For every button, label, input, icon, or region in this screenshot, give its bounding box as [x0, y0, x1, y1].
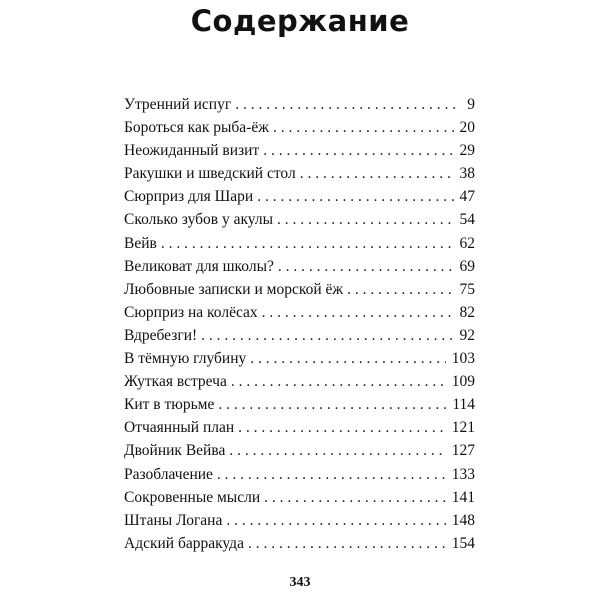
- toc-row: [124, 185, 475, 208]
- toc-dot-leader: [263, 139, 453, 162]
- toc-entry-label: Вейв: [124, 234, 157, 252]
- toc-dot-leader: [217, 463, 446, 486]
- toc-entry-label: Сюрприз для Шари: [124, 188, 254, 206]
- toc-row: [124, 278, 475, 301]
- toc-dot-leader: [278, 255, 454, 278]
- toc-dot-leader: [161, 232, 454, 255]
- toc-entry-page: 148: [451, 511, 475, 529]
- toc-row: [124, 255, 475, 278]
- toc-entry-page: 69: [459, 257, 475, 275]
- toc-dot-leader: [231, 370, 446, 393]
- toc-entry-label: Жуткая встреча: [124, 373, 227, 391]
- toc-dot-leader: [277, 208, 453, 231]
- toc-dot-leader: [218, 393, 446, 416]
- toc-dot-leader: [250, 347, 445, 370]
- toc-row: [124, 393, 475, 416]
- toc-row: [124, 208, 475, 231]
- toc-entry-page: 121: [451, 419, 475, 437]
- toc-row: [124, 486, 475, 509]
- toc-dot-leader: [226, 509, 445, 532]
- toc-dot-leader: [248, 532, 446, 555]
- toc-entry-page: 75: [459, 280, 475, 298]
- toc-row: [124, 162, 475, 185]
- toc-dot-leader: [238, 416, 446, 439]
- toc-dot-leader: [257, 185, 453, 208]
- toc-row: [124, 116, 475, 139]
- toc-row: [124, 439, 475, 462]
- toc-entry-page: 103: [451, 350, 475, 368]
- toc-row: [124, 232, 475, 255]
- toc-entry-page: 141: [451, 488, 475, 506]
- toc-row: [124, 139, 475, 162]
- toc-entry-label: Сюрприз на колёсах: [124, 303, 258, 321]
- toc-entry-label: Адский барракуда: [124, 534, 244, 552]
- toc-row: [124, 463, 475, 486]
- toc-row: [124, 301, 475, 324]
- toc-entry-page: 109: [451, 373, 475, 391]
- toc-entry-page: 20: [459, 119, 475, 137]
- toc-entry-page: 29: [459, 142, 475, 160]
- toc-entry-label: Кит в тюрьме: [124, 396, 215, 414]
- toc-entry-label: Сокровенные мысли: [124, 488, 261, 506]
- page-title: Содержание: [190, 4, 410, 38]
- toc-row: [124, 324, 475, 347]
- toc-entry-label: Великоват для школы?: [124, 257, 274, 275]
- toc-entry-label: Бороться как рыба-ёж: [124, 119, 269, 137]
- toc-dot-leader: [300, 162, 454, 185]
- toc-entry-label: Штаны Логана: [124, 511, 223, 529]
- toc-entry-label: Утренний испуг: [124, 96, 232, 113]
- toc-entry-label: Вдребезги!: [124, 326, 198, 344]
- toc-row: [124, 416, 475, 439]
- toc-dot-leader: [229, 439, 445, 462]
- toc-dot-leader: [262, 301, 454, 324]
- toc-entry-page: 133: [451, 465, 475, 483]
- toc-row: [124, 509, 475, 532]
- toc-entry-page: 114: [452, 396, 475, 414]
- toc-dot-leader: [347, 278, 453, 301]
- toc-entry-page: 9: [467, 96, 475, 113]
- toc-entry-label: Ракушки и шведский стол: [124, 165, 296, 183]
- toc-dot-leader: [235, 93, 461, 116]
- toc-entry-label: В тёмную глубину: [124, 350, 247, 368]
- toc-entry-page: 82: [459, 303, 475, 321]
- toc-entry-label: Двойник Вейва: [124, 442, 226, 460]
- toc-entry-page: 92: [459, 326, 475, 344]
- toc-entry-label: Сколько зубов у акулы: [124, 211, 274, 229]
- toc-row: [124, 93, 475, 116]
- toc-entry-page: 127: [451, 442, 475, 460]
- toc-row: [124, 347, 475, 370]
- toc-entry-label: Неожиданный визит: [124, 142, 260, 160]
- table-of-contents: [124, 93, 475, 555]
- toc-entry-page: 54: [459, 211, 475, 229]
- toc-entry-page: 47: [459, 188, 475, 206]
- toc-dot-leader: [273, 116, 454, 139]
- toc-row: [124, 532, 475, 555]
- toc-entry-label: Разоблачение: [124, 465, 213, 483]
- toc-row: [124, 370, 475, 393]
- toc-entry-page: 38: [459, 165, 475, 183]
- toc-dot-leader: [201, 324, 453, 347]
- toc-entry-label: Любовные записки и морской ёж: [124, 280, 344, 298]
- page-number: 343: [289, 575, 311, 590]
- toc-dot-leader: [264, 486, 446, 509]
- toc-entry-label: Отчаянный план: [124, 419, 235, 437]
- toc-entry-page: 154: [451, 534, 475, 552]
- toc-entry-page: 62: [459, 234, 475, 252]
